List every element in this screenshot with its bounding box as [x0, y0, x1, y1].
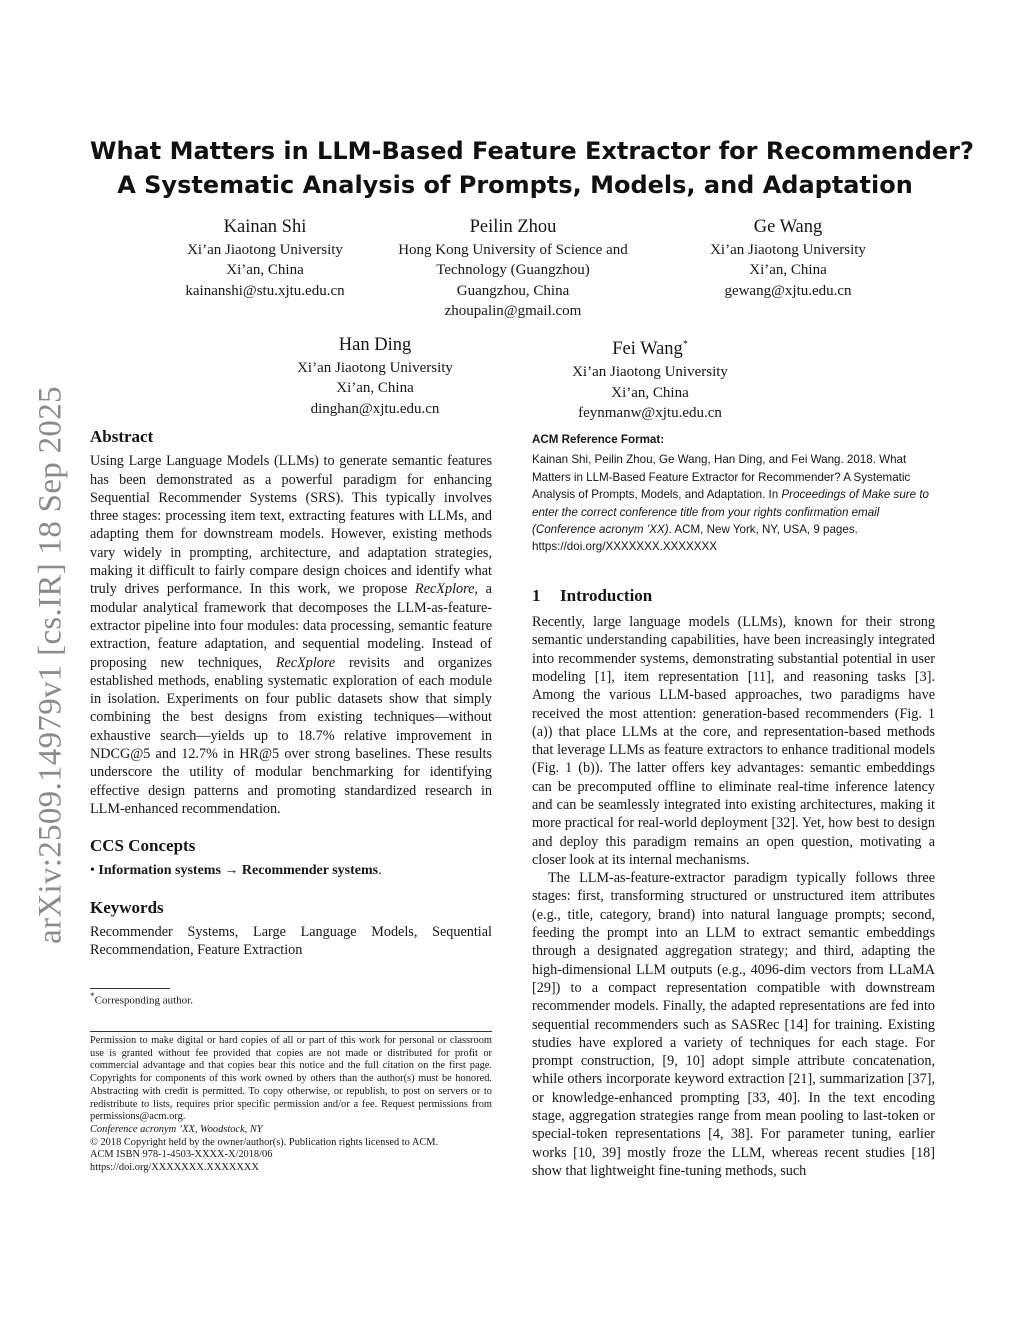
author-location: Xi’an, China: [749, 262, 827, 279]
permission-text: Permission to make digital or hard copies of all or part of this work for personal or classroom use is granted without fee provided that copies are not made or distributed for profit or commercial advantage and that copies bear this notice and the full citation on the first page. Copyrights for components of this work owned by others than the author(s) must be honored. Abstracting with credit is permitted. To copy otherwise, or republish, to post on servers or to redistribute to lists, requires prior specific permission and/or a fee. Request permissions from permissions@acm.org.: [90, 1035, 492, 1123]
keywords-text: Recommender Systems, Large Language Models, Sequential Recommendation, Feature Extraction: [90, 924, 492, 959]
paper-title-line-2: A Systematic Analysis of Prompts, Models, and Adaptation: [117, 171, 913, 199]
author-email: kainanshi@stu.xjtu.edu.cn: [185, 282, 345, 299]
keywords-heading: Keywords: [90, 897, 164, 917]
corresponding-author-mark: *: [682, 339, 688, 350]
acm-venue: Proceedings of Make sure to enter the correct conference title from your rights confirmation email (Conference acronym ’XX): [532, 488, 929, 536]
acm-reference-text: Kainan Shi, Peilin Zhou, Ge Wang, Han Ding, and Fei Wang. 2018. What Matters in LLM-Based Feature Extractor for Recommender? A Systematic Analysis of Prompts, Models, and Adaptation. In Proceedings of Make sure to enter the correct conference title from your rights confirmation email (Conference acronym ’XX). ACM, New York, NY, USA, 9 pages. https://doi.org/XXXXXXX.XXXXXXX: [532, 453, 929, 554]
author-email: dinghan@xjtu.edu.cn: [310, 400, 440, 417]
author-location: Xi’an, China: [336, 380, 414, 397]
introduction-heading: 1 Introduction: [532, 585, 653, 605]
author-affiliation: Xi’an Jiaotong University: [297, 360, 453, 376]
permission-rule: [90, 1031, 492, 1032]
author-name: Kainan Shi: [223, 217, 307, 237]
author-name: Han Ding: [338, 335, 412, 355]
author-name: Ge Wang: [753, 217, 823, 237]
author-email: zhoupalin@gmail.com: [444, 303, 582, 320]
intro-paragraph-1: Recently, large language models (LLMs), known for their strong semantic understanding capabilities, have been increasingly integrated into recommender systems, demonstrating substantial potential in user modeling [1], item representation [11], and reasoning tasks [3]. Among the various LLM-based approaches, two paradigms have received the most attention: generation-based recommenders (Fig. 1 (a)) that place LLMs at the core, and representation-based methods that leverage LLMs as feature extractors to enhance traditional models (Fig. 1 (b)). The latter offers key advantages: semantic embeddings can be precomputed offline to eliminate real-time inference latency and can be seamlessly integrated into existing architectures, making it more practical for real-world deployment [32]. Yet, how best to design and deploy this paradigm remains an open question, motivating a closer look at its internal mechanisms.: [532, 614, 935, 868]
footnote-rule: [90, 988, 170, 989]
footnote: *Corresponding author.: [90, 991, 193, 1007]
paper-title-line-1: What Matters in LLM-Based Feature Extractor for Recommender?: [90, 137, 974, 165]
author-affiliation: Hong Kong University of Science and: [398, 242, 628, 258]
author-affiliation: Xi’an Jiaotong University: [710, 242, 866, 258]
ccs-heading: CCS Concepts: [90, 836, 196, 856]
paper-title: [90, 134, 974, 202]
author-name: Peilin Zhou: [469, 217, 557, 237]
framework-name: RecXplore: [415, 581, 475, 598]
intro-paragraph-2: The LLM-as-feature-extractor paradigm typically follows three stages: first, transforming structured or unstructured item attributes (e.g., title, category, brand) into natural language prompts; second, feeding the prompt into an LLM to extract semantic embeddings through a designated aggregation strategy; and third, adapting the high-dimensional LLM outputs (e.g., 4096-dim vectors from LLaMA [29]) to a compact representation compatible with downstream recommender models. Finally, the adapted representations are fed into sequential recommenders such as SASRec [14] for training. Existing studies have explored a variety of techniques for each stage. For prompt construction, [9, 10] adopt simple attribute concatenation, while others incorporate keyword extraction [21], summarization [37], or knowledge-enhanced prompting [33, 40]. In the text encoding stage, aggregation strategies range from mean pooling to last-token or special-token representations [4, 38]. For parameter tuning, earlier works [10, 39] mostly froze the LLM, whereas recent studies [18] show that lightweight fine-tuning methods, such: [532, 870, 935, 1179]
author-affiliation: Technology (Guangzhou): [436, 262, 590, 279]
author-name: Fei Wang*: [612, 339, 688, 360]
section-number: 1: [532, 585, 541, 605]
author-block: [535, 333, 765, 423]
author-block: [140, 215, 390, 301]
permission-block: [90, 1035, 492, 1175]
author-email: feynmanw@xjtu.edu.cn: [578, 404, 722, 421]
author-location: Xi’an, China: [226, 262, 304, 279]
doi-link[interactable]: https://doi.org/XXXXXXX.XXXXXXX: [90, 1162, 259, 1174]
author-block: [660, 215, 916, 301]
abstract-text: Using Large Language Models (LLMs) to generate semantic features has been demonstrated as a powerful paradigm for enhancing Sequential Recommender Systems (SRS). This typically involves three stages: processing item text, extracting features with LLMs, and adapting them for downstream models. However, existing methods vary widely in prompting, architecture, and adaptation strategies, making it difficult to fairly compare design choices and identify what truly drives performance. In this work, we propose RecXplore, a modular analytical framework that decomposes the LLM-as-feature-extractor pipeline into four modules: data processing, semantic feature extraction, feature adaptation, and sequential modeling. Instead of proposing new techniques, RecXplore revisits and organizes established methods, enabling systematic exploration of each module in isolation. Experiments on four public datasets show that simply combining the best designs from existing techniques—without exhaustive search—yields up to 18.7% relative improvement in NDCG@5 and 12.7% in HR@5 over strong baselines. These results underscore the utility of modular benchmarking for identifying effective design patterns and promoting standardized research in LLM-enhanced recommendation.: [90, 453, 493, 817]
abstract-heading: Abstract: [90, 427, 154, 446]
arxiv-identifier: arXiv:2509.14979v1 [cs.IR] 18 Sep 2025: [32, 386, 69, 944]
author-email: gewang@xjtu.edu.cn: [724, 282, 852, 299]
ccs-concepts: • Information systems → Recommender systems.: [90, 862, 382, 878]
author-location: Xi’an, China: [611, 384, 689, 401]
copyright-line: © 2018 Copyright held by the owner/author(s). Publication rights licensed to ACM.: [90, 1136, 439, 1148]
author-block: [377, 215, 649, 322]
right-column: [532, 431, 935, 1180]
author-affiliation: Xi’an Jiaotong University: [572, 364, 728, 381]
author-affiliation: Xi’an Jiaotong University: [187, 242, 343, 258]
isbn-line: ACM ISBN 978-1-4503-XXXX-X/2018/06: [90, 1149, 273, 1161]
acm-reference-heading: ACM Reference Format:: [532, 433, 665, 446]
left-column: [90, 428, 492, 960]
author-location: Guangzhou, China: [456, 282, 570, 299]
conference-info: Conference acronym ’XX, Woodstock, NY: [90, 1123, 263, 1135]
author-block: [260, 333, 490, 419]
framework-name: RecXplore: [275, 654, 336, 671]
